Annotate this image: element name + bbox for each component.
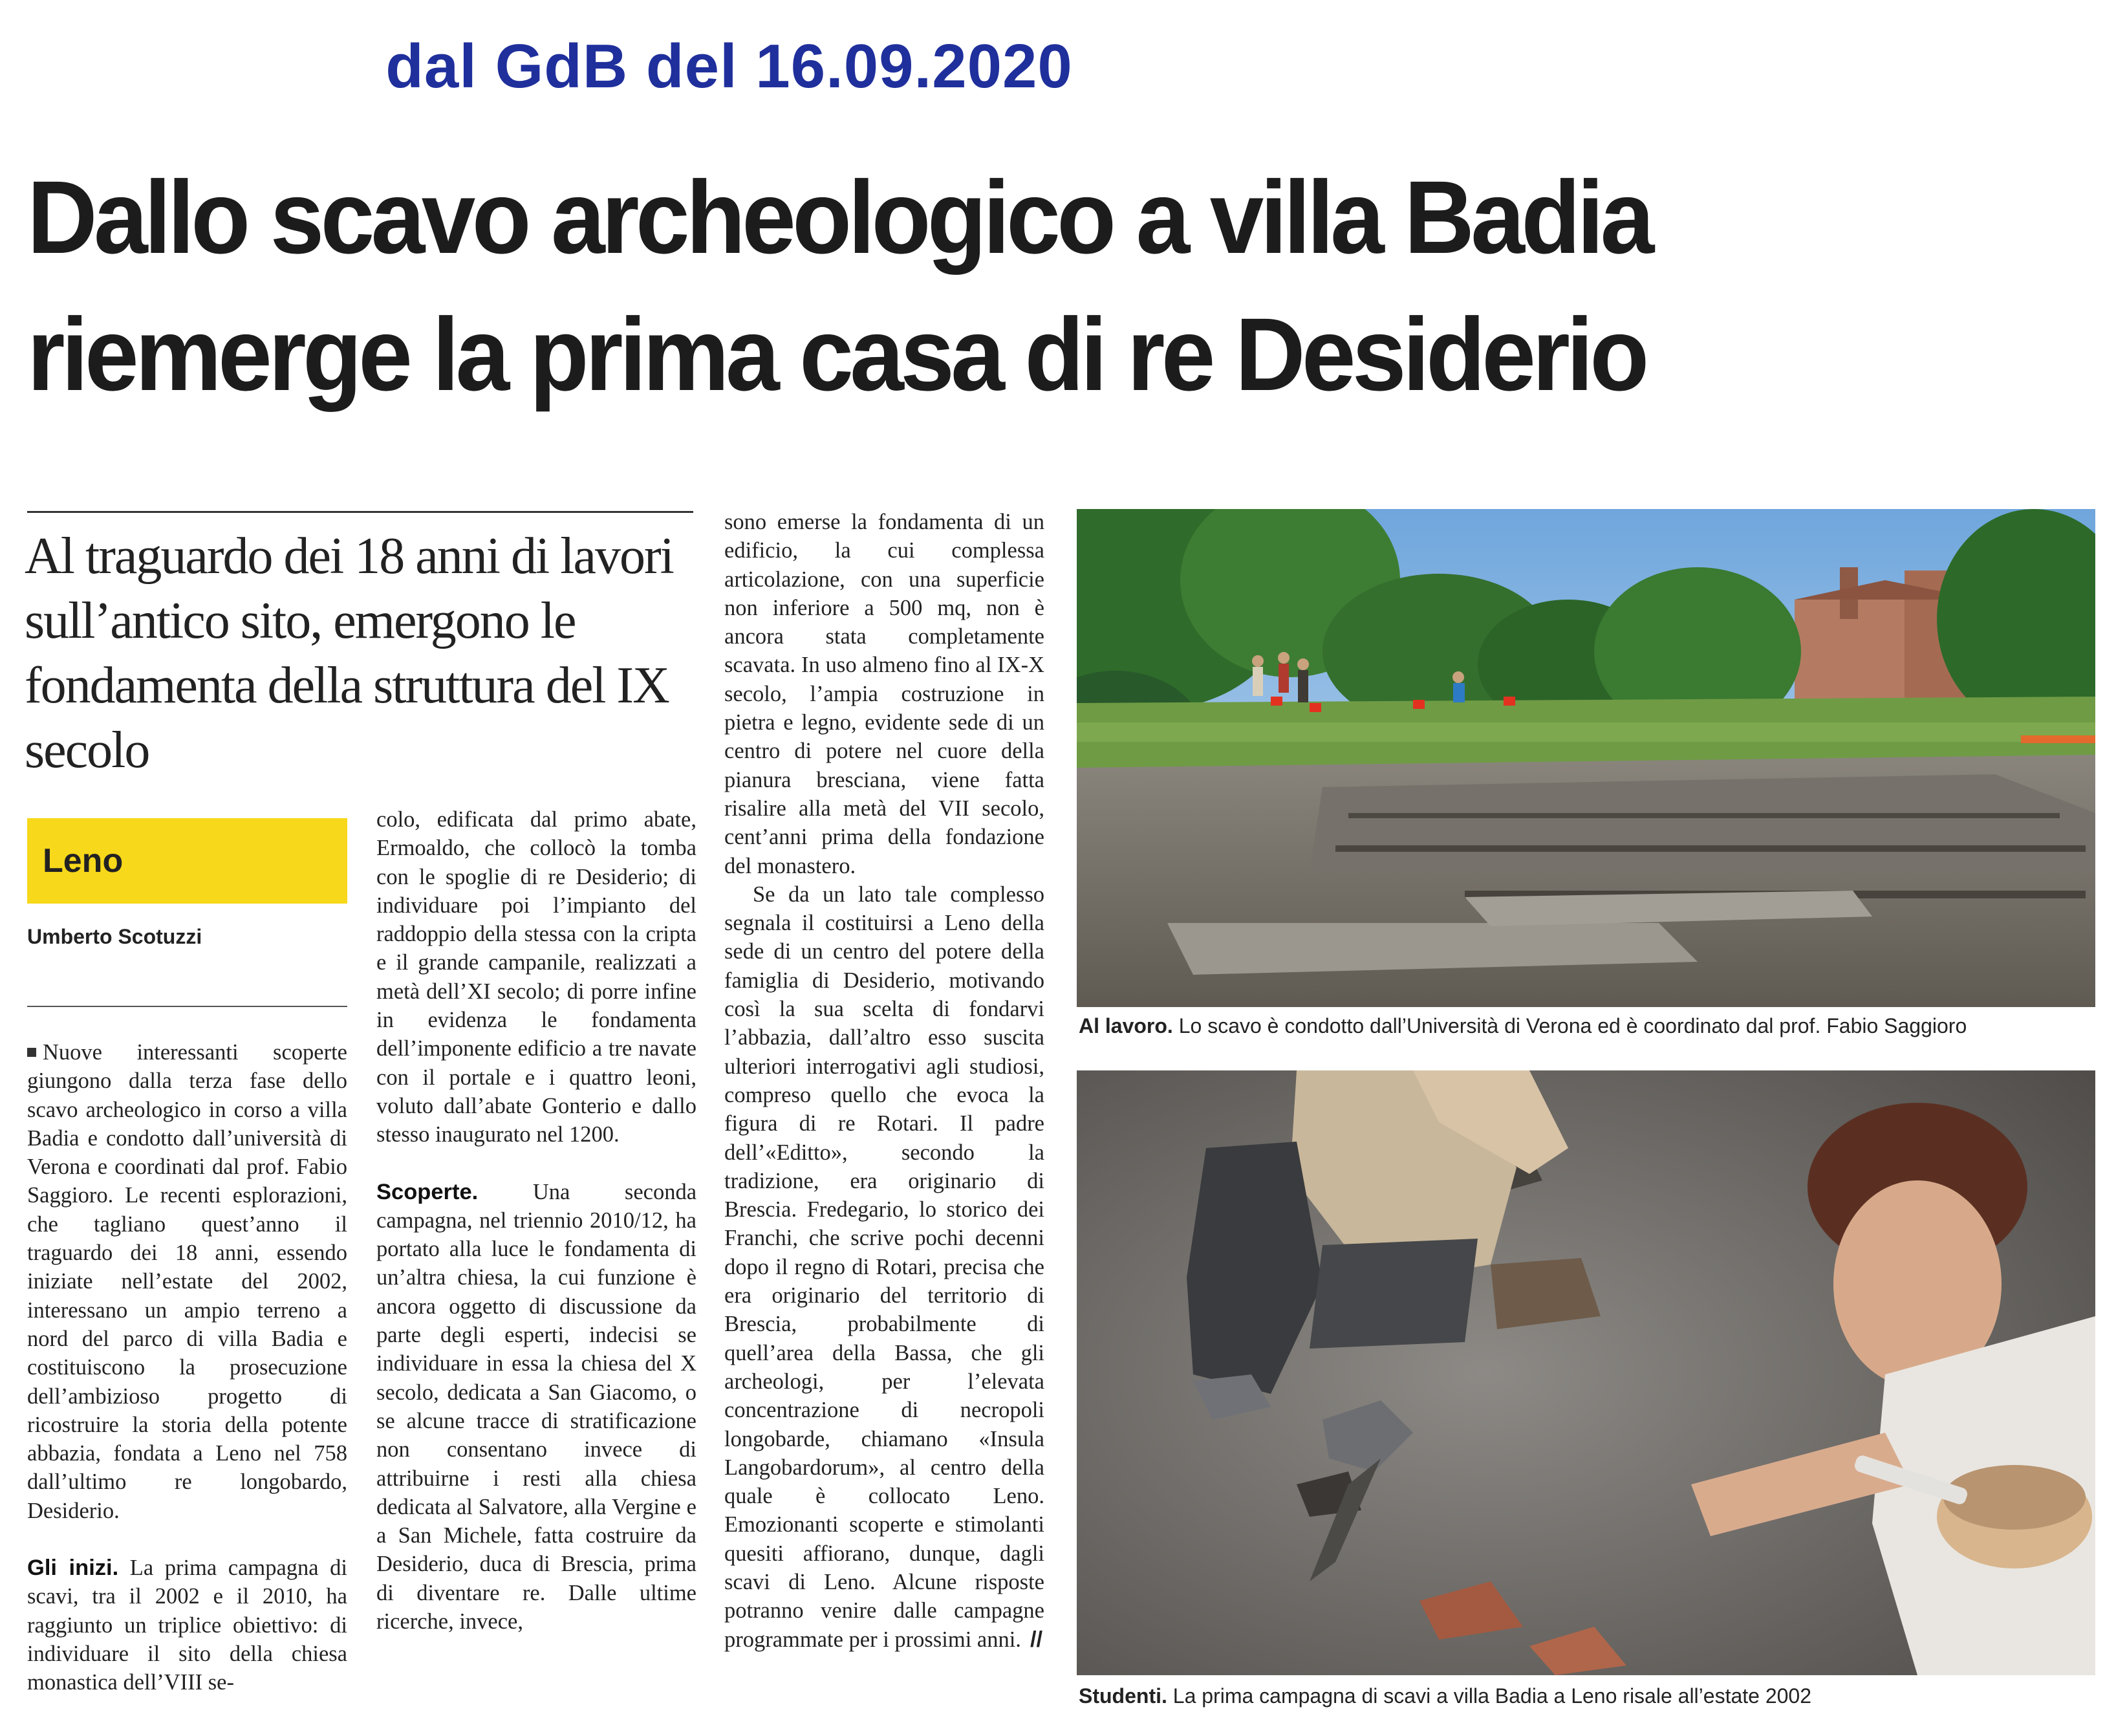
caption-2-lead: Studenti. [1079,1684,1167,1708]
headline [27,149,1960,423]
byline-rule-divider [27,1006,347,1007]
top-rule-divider [27,511,693,513]
square-bullet-icon [27,1048,36,1057]
section-lead-beginnings: Gli inizi. [27,1556,119,1581]
author-byline: Umberto Scotuzzi [27,925,202,948]
headline-line-2: riemerge la prima casa di re Desiderio [27,296,1646,412]
photo-caption-2 [1079,1683,2094,1709]
discoveries-text-part-1: Una seconda campagna, nel triennio 2010/12, ha portato alla luce le fondamenta di un’altra chiesa, la cui funzione è ancora oggetto di discussione da parte degli esperti, indecisi se individuare in essa la chiesa del X secolo, dedicata a San Giacomo, o se alcune tracce di stratificazione non consentano invece di attribuirne i resti alla chiesa dedicata al Salvatore, alla Vergine e a San Michele, fatta costruire da Desiderio, duca di Brescia, prima di diventare re. Dalle ultime ricerche, invece, [376,1179,697,1634]
section-lead-discoveries: Scoperte. [376,1179,479,1204]
caption-2-text: La prima campagna di scavi a villa Badia a Leno risale all’estate 2002 [1172,1684,1812,1708]
excavation-site-photo [1077,509,2095,1007]
article-paragraph-conclusion [724,880,1044,1654]
article-paragraph-beginnings-cont: colo, edificata dal primo abate, Ermoaldo, che collocò la tomba con le spoglie di re Desiderio; di individuare poi l’impianto del raddoppio della stessa con la cripta e il grande campanile, realizzati a metà dell’XI secolo; di porre infine in evidenza le fondamenta dell’imponente edificio a tre navate con il portale e i quattro leoni, voluto dall’abate Gonterio e dallo stesso inaugurato nel 1200. [376,807,696,1147]
photo-caption-1 [1079,1013,2094,1039]
headline-line-1: Dallo scavo archeologico a villa Badia [27,159,1651,275]
article-paragraph-beginnings [27,1554,347,1697]
article-paragraph-intro [27,1038,347,1525]
conclusion-text: Se da un lato tale complesso segnala il costituirsi a Leno della sede di un centro del potere della famiglia di Desiderio, motivando così la sua scelta di fondarvi l’abbazia, dall’altro esso suscita ulteriori interrogativi agli studiosi, compreso quello che evoca la figura di re Rotari. Il padre dell’«Editto», secondo la tradizione, era originario di Brescia. Fredegario, lo storico dei Franchi, che scrive pochi decenni dopo il regno di Rotari, precisa che era originario del territorio di Brescia, probabilmente di quell’area della Bassa, che gli archeologi, per l’elevata concentrazione di necropoli longobarde, chiamano «Insula Langobardorum», al centro della quale è collocato Leno. Emozionanti scoperte e stimolanti quesiti affiorano, dunque, dagli scavi di Leno. Alcune risposte potranno venire dalle campagne programmate per i prossimi anni. [724,882,1044,1652]
article-end-mark: // [1030,1627,1043,1652]
intro-text: Nuove interessanti scoperte giungono dalla terza fase dello scavo archeologico in corso a villa Badia e condotto dall’università di Verona e coordinati dal prof. Fabio Saggioro. Le recenti esplorazioni, che tagliano quest’anno il traguardo dei 18 anni, essendo iniziate nell’estate del 2002, interessano un ampio terreno a nord del parco di villa Badia e costituiscono la prosecuzione dell’ambizioso progetto di ricostruire la storia della potente abbazia, fondata a Leno nel 758 dall’ultimo re longobardo, Desiderio. [27,1040,347,1523]
article-column-1 [27,1038,347,1697]
article-paragraph-discoveries-cont: sono emerse la fondamenta di un edificio, la cui complessa articolazione, con una superficie non inferiore a 500 mq, non è ancora stata completamente scavata. In uso almeno fino al IX-X secolo, l’ampia costruzione in pietra e legno, evidente sede di un centro di potere nel cuore della pianura bresciana, viene fatta risalire alla metà del VII secolo, cent’anni prima della fondazione del monastero. [724,510,1044,878]
subheadline: Al traguardo dei 18 anni di lavori sull’antico sito, emergono le fondamenta della struttura del IX secolo [25,528,673,779]
article-column-2 [376,805,696,1636]
source-date-line: dal GdB del 16.09.2020 [385,32,1073,101]
beginnings-text-part-1: La prima campagna di scavi, tra il 2002 e il 2010, ha raggiunto un triplice obiettivo: di individuare il sito della chiesa monastica dell’VIII se- [27,1556,348,1695]
location-tag: Leno [27,818,347,904]
caption-1-text: Lo scavo è condotto dall’Università di Verona ed è coordinato dal prof. Fabio Saggioro [1178,1014,1967,1037]
students-digging-photo [1077,1070,2095,1675]
caption-1-lead: Al lavoro. [1079,1014,1173,1037]
article-paragraph-discoveries [376,1178,696,1636]
article-column-3 [724,508,1044,1654]
